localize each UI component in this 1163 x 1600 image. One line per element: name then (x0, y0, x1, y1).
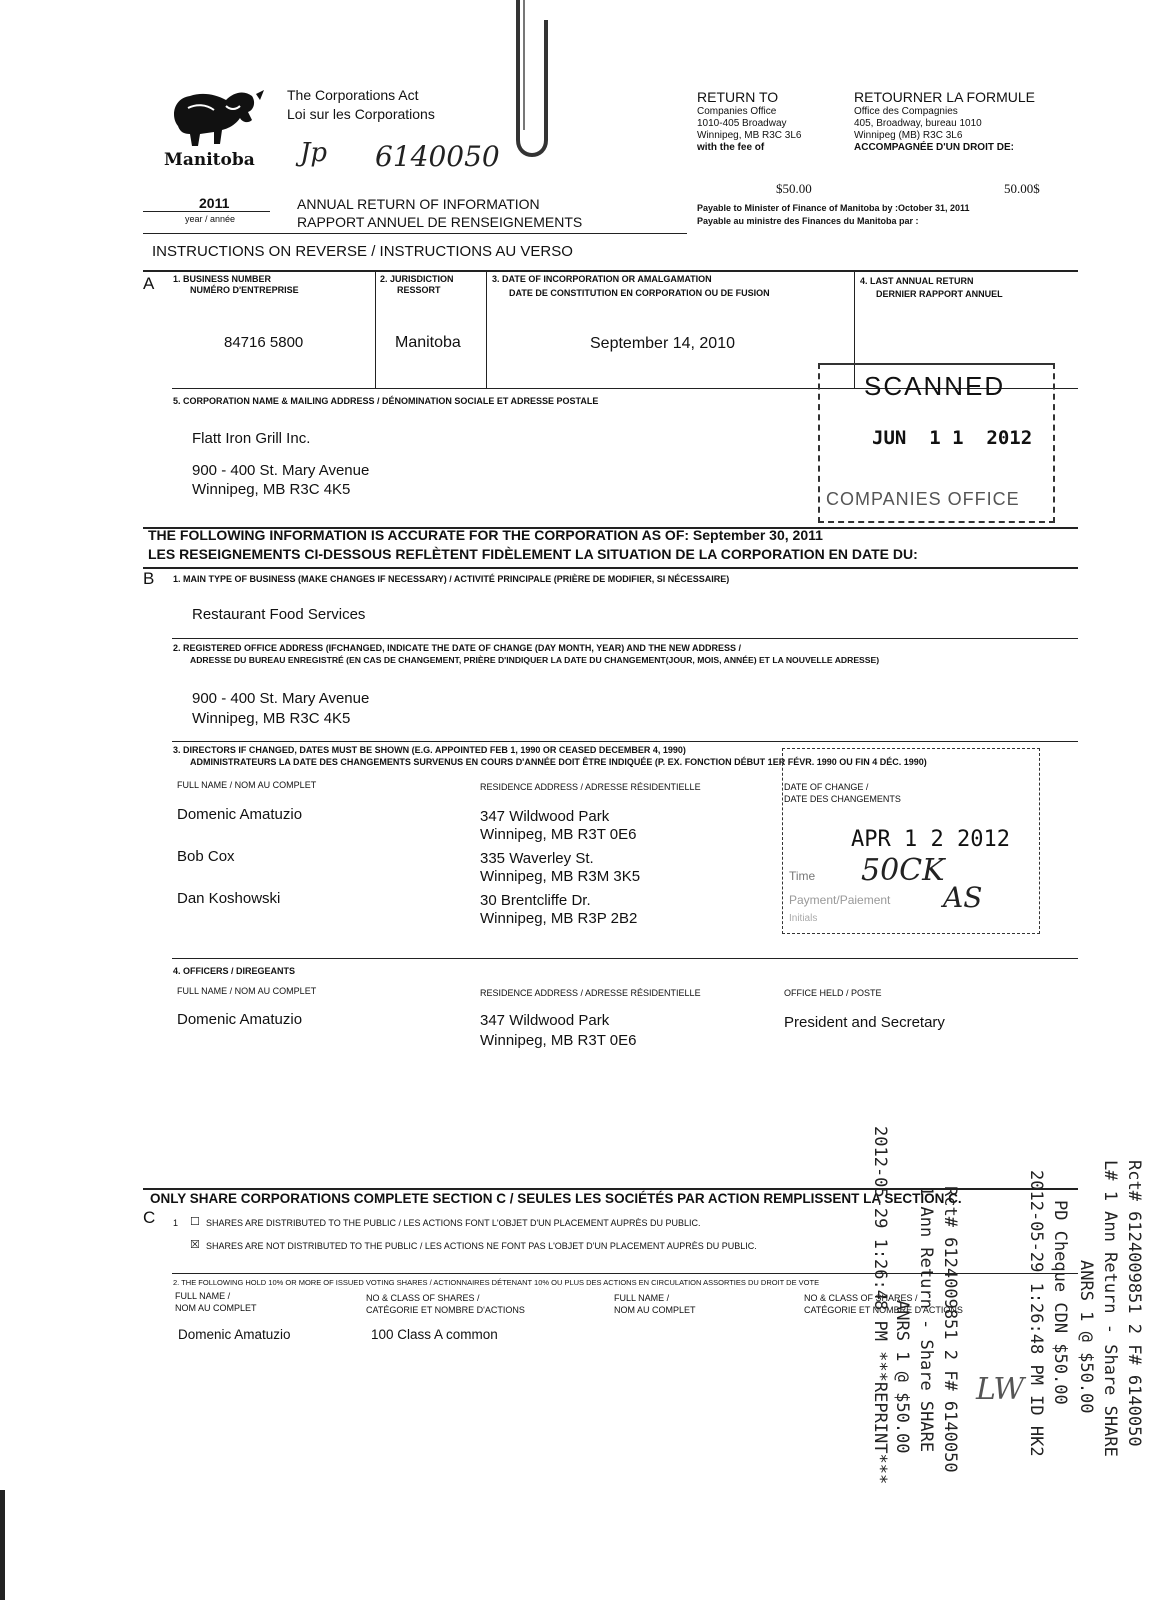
holders-col-name-2: FULL NAME / (614, 1293, 670, 1303)
q1-option-1-checkbox[interactable]: ☐ (190, 1216, 200, 1228)
accuracy-en: THE FOLLOWING INFORMATION IS ACCURATE FOR THE CORPORATION AS OF: September 30, 2011 (148, 527, 823, 543)
q1-option-1-label: SHARES ARE DISTRIBUTED TO THE PUBLIC / LES ACTIONS FONT L'OBJET D'UN PLACEMENT AUPRÈS DU PUBLIC. (206, 1218, 701, 1228)
received-stamp-payment-value: AS (943, 881, 983, 914)
section-c-heading: ONLY SHARE CORPORATIONS COMPLETE SECTION C / SEULES LES SOCIÉTÉS PAR ACTION REMPLISSENT LA SECTION C. (150, 1191, 962, 1206)
officer-office: President and Secretary (784, 1014, 945, 1031)
act-title-fr: Loi sur les Corporations (287, 106, 435, 122)
received-stamp-initials-label: Initials (789, 913, 818, 924)
return-to-fr-line-4: ACCOMPAGNÉE D'UN DROIT DE: (854, 142, 1014, 153)
receipt-line-4: PD Cheque CDN $50.00 (1050, 1200, 1070, 1405)
officers-col-office: OFFICE HELD / POSTE (784, 988, 882, 998)
return-to-title: RETURN TO (697, 89, 779, 105)
form-title-fr: RAPPORT ANNUEL DE RENSEIGNEMENTS (297, 214, 583, 230)
year-label: year / année (185, 214, 236, 224)
q1-option-2-label: SHARES ARE NOT DISTRIBUTED TO THE PUBLIC / LES ACTIONS NE FONT PAS L'OBJET D'UN PLACEMENT AUPRÈS DU PUBLIC. (206, 1241, 757, 1251)
directors-col-date-fr: DATE DES CHANGEMENTS (784, 794, 901, 804)
directors-col-date: DATE OF CHANGE / (784, 782, 869, 792)
directors-label: 3. DIRECTORS IF CHANGED, DATES MUST BE SHOWN (E.G. APPOINTED FEB 1, 1990 OR CEASED DECEMBER 4, 1990) (173, 745, 686, 755)
director-address-2: Winnipeg, MB R3T 0E6 (480, 826, 637, 843)
director-name: Dan Koshowski (177, 890, 281, 907)
holders-col-name-fr: NOM AU COMPLET (175, 1303, 257, 1313)
scan-edge (0, 1490, 5, 1600)
handwritten-signature-mark: LW (976, 1372, 1025, 1407)
business-type-value: Restaurant Food Services (192, 606, 366, 623)
received-stamp-date: APR 1 2 2012 (851, 827, 1010, 852)
payable-fr: Payable au ministre des Finances du Manitoba par : (697, 216, 919, 226)
section-a-letter: A (143, 274, 155, 293)
registered-office-line-2: Winnipeg, MB R3C 4K5 (192, 710, 351, 727)
holder-name: Domenic Amatuzio (178, 1327, 291, 1342)
holder-shares: 100 Class A common (371, 1327, 498, 1342)
officers-label: 4. OFFICERS / DIREGEANTS (173, 966, 296, 976)
accuracy-fr: LES RESEIGNEMENTS CI-DESSOUS REFLÈTENT FIDÈLEMENT LA SITUATION DE LA CORPORATION EN DATE DU: (148, 546, 918, 562)
corp-name-value: Flatt Iron Grill Inc. (192, 430, 311, 447)
province-name: Manitoba (164, 150, 255, 170)
manitoba-logo (160, 86, 270, 176)
scanned-stamp-date: JUN 1 1 2012 (872, 427, 1033, 449)
director-address-2: Winnipeg, MB R3M 3K5 (480, 868, 641, 885)
directors-col-address: RESIDENCE ADDRESS / ADRESSE RÉSIDENTIELLE (480, 782, 701, 792)
scanned-stamp-bottom: COMPANIES OFFICE (826, 489, 1020, 509)
officers-col-address: RESIDENCE ADDRESS / ADRESSE RÉSIDENTIELLE (480, 988, 701, 998)
jurisdiction-label-fr: RESSORT (397, 285, 441, 295)
director-name: Bob Cox (177, 848, 235, 865)
q1-option-2-checkbox[interactable]: ☒ (190, 1239, 200, 1251)
fee-en: $50.00 (776, 181, 812, 196)
receipt-line-5: 2012-05-29 1:26:48 PM ID HK2 (1026, 1170, 1046, 1457)
scanned-stamp (818, 363, 1055, 523)
return-to-line-4: with the fee of (697, 142, 765, 153)
holders-col-name-2-fr: NOM AU COMPLET (614, 1305, 696, 1315)
directors-col-name: FULL NAME / NOM AU COMPLET (177, 780, 317, 790)
officer-name: Domenic Amatuzio (177, 1011, 303, 1028)
q2-label: 2. THE FOLLOWING HOLD 10% OR MORE OF ISSUED VOTING SHARES / ACTIONNAIRES DÉTENANT 10% OU PLUS DES ACTIONS EN CIRCULATION ASSORTIES DU DROIT DE VOTE (173, 1278, 820, 1287)
directors-label-fr: ADMINISTRATEURS LA DATE DES CHANGEMENTS SURVENUS EN COURS D'ANNÉE DOIT ÊTRE INDIQUÉE (P. EX. FONCTION DÉBUT 1ER FÉVR. 1990 OU FIN 4 DÉC. 1990) (190, 757, 927, 767)
form-title-en: ANNUAL RETURN OF INFORMATION (297, 196, 540, 212)
jurisdiction-label: 2. JURISDICTION (380, 274, 454, 284)
incorporation-date-label: 3. DATE OF INCORPORATION OR AMALGAMATION (492, 274, 712, 284)
receipt-line-2: L# 1 Ann Return - Share SHARE (1100, 1160, 1120, 1457)
director-address-1: 347 Wildwood Park (480, 808, 610, 825)
return-to-line-3: Winnipeg, MB R3C 3L6 (697, 130, 802, 141)
incorporation-date-label-fr: DATE DE CONSTITUTION EN CORPORATION OU DE FUSION (509, 288, 770, 298)
corp-address-line-1: 900 - 400 St. Mary Avenue (192, 462, 370, 479)
received-stamp-time-value: 50CK (861, 853, 945, 888)
incorporation-date-value: September 14, 2010 (590, 335, 735, 352)
return-to-fr-line-1: Office des Compagnies (854, 106, 958, 117)
received-stamp (782, 748, 1040, 934)
holders-col-class-2: NO & CLASS OF SHARES / (804, 1293, 918, 1303)
registered-office-label: 2. REGISTERED OFFICE ADDRESS (IFCHANGED, INDICATE THE DATE OF CHANGE (DAY MONTH, YEAR) AND THE NEW ADDRESS / (173, 643, 742, 653)
corp-name-label: 5. CORPORATION NAME & MAILING ADDRESS / DÉNOMINATION SOCIALE ET ADRESSE POSTALE (173, 396, 599, 406)
payable-en: Payable to Minister of Finance of Manitoba by :October 31, 2011 (697, 203, 970, 213)
registered-office-label-fr: ADRESSE DU BUREAU ENREGISTRÉ (EN CAS DE CHANGEMENT, PRIÈRE D'INDIQUER LA DATE DU CHANGEMENT(JOUR, MOIS, ANNÉE) ET LA NOUVELLE ADRESSE) (190, 655, 880, 665)
receipt-line-3: ANRS 1 @ $50.00 (1076, 1260, 1096, 1414)
handwritten-initials: Jp (300, 138, 328, 168)
last-return-label-fr: DERNIER RAPPORT ANNUEL (876, 289, 1003, 299)
receipt-line-7: 1 Ann Return - Share SHARE (916, 1186, 936, 1453)
return-to-fr-line-3: Winnipeg (MB) R3C 3L6 (854, 130, 963, 141)
officer-address-1: 347 Wildwood Park (480, 1012, 610, 1029)
return-to-line-2: 1010-405 Broadway (697, 118, 787, 129)
return-to-line-1: Companies Office (697, 106, 777, 117)
form-year: 2011 (199, 195, 230, 211)
business-type-label: 1. MAIN TYPE OF BUSINESS (MAKE CHANGES IF NECESSARY) / ACTIVITÉ PRINCIPALE (PRIÈRE DE MODIFIER, SI NÉCESSAIRE) (173, 574, 730, 584)
business-number-label-fr: NUMÉRO D'ENTREPRISE (190, 285, 299, 295)
received-stamp-time-label: Time (789, 869, 816, 883)
director-address-1: 335 Waverley St. (480, 850, 594, 867)
instructions-line: INSTRUCTIONS ON REVERSE / INSTRUCTIONS AU VERSO (152, 243, 573, 260)
holders-col-class-fr: CATÉGORIE ET NOMBRE D'ACTIONS (366, 1305, 525, 1315)
jurisdiction-value: Manitoba (395, 334, 461, 351)
holders-col-name: FULL NAME / (175, 1291, 231, 1301)
received-stamp-payment-label: Payment/Paiement (789, 893, 891, 907)
director-name: Domenic Amatuzio (177, 806, 303, 823)
business-number-value: 84716 5800 (224, 334, 304, 351)
officer-address-2: Winnipeg, MB R3T 0E6 (480, 1032, 637, 1049)
receipt-line-9: 2012-05-29 1:26:48 PM ***REPRINT*** (870, 1126, 890, 1485)
scanned-stamp-title: SCANNED (864, 371, 1006, 401)
q1-number: 1 (173, 1218, 179, 1228)
director-address-2: Winnipeg, MB R3P 2B2 (480, 910, 638, 927)
bison-icon (160, 86, 270, 156)
section-c-letter: C (143, 1208, 156, 1227)
return-to-fr-line-2: 405, Broadway, bureau 1010 (854, 118, 982, 129)
registered-office-line-1: 900 - 400 St. Mary Avenue (192, 690, 370, 707)
receipt-line-6: Rct# 6124009851 2 F# 6140050 (940, 1186, 960, 1473)
fee-fr: 50.00$ (1004, 181, 1040, 196)
act-title-en: The Corporations Act (287, 87, 419, 103)
return-to-title-fr: RETOURNER LA FORMULE (854, 89, 1035, 105)
corp-address-line-2: Winnipeg, MB R3C 4K5 (192, 481, 351, 498)
holders-col-class-2-fr: CATÉGORIE ET NOMBRE D'ACTIONS (804, 1305, 963, 1315)
section-b-letter: B (143, 569, 155, 588)
holders-col-class: NO & CLASS OF SHARES / (366, 1293, 480, 1303)
last-return-label: 4. LAST ANNUAL RETURN (860, 276, 974, 286)
receipt-line-8: ANRS 1 @ $50.00 (892, 1300, 912, 1454)
handwritten-file-number: 6140050 (375, 140, 500, 173)
receipt-line-1: Rct# 6124009851 2 F# 6140050 (1124, 1160, 1144, 1447)
officers-col-name: FULL NAME / NOM AU COMPLET (177, 986, 317, 996)
paper-clip (510, 0, 554, 170)
director-address-1: 30 Brentcliffe Dr. (480, 892, 591, 909)
business-number-label: 1. BUSINESS NUMBER (173, 274, 272, 284)
